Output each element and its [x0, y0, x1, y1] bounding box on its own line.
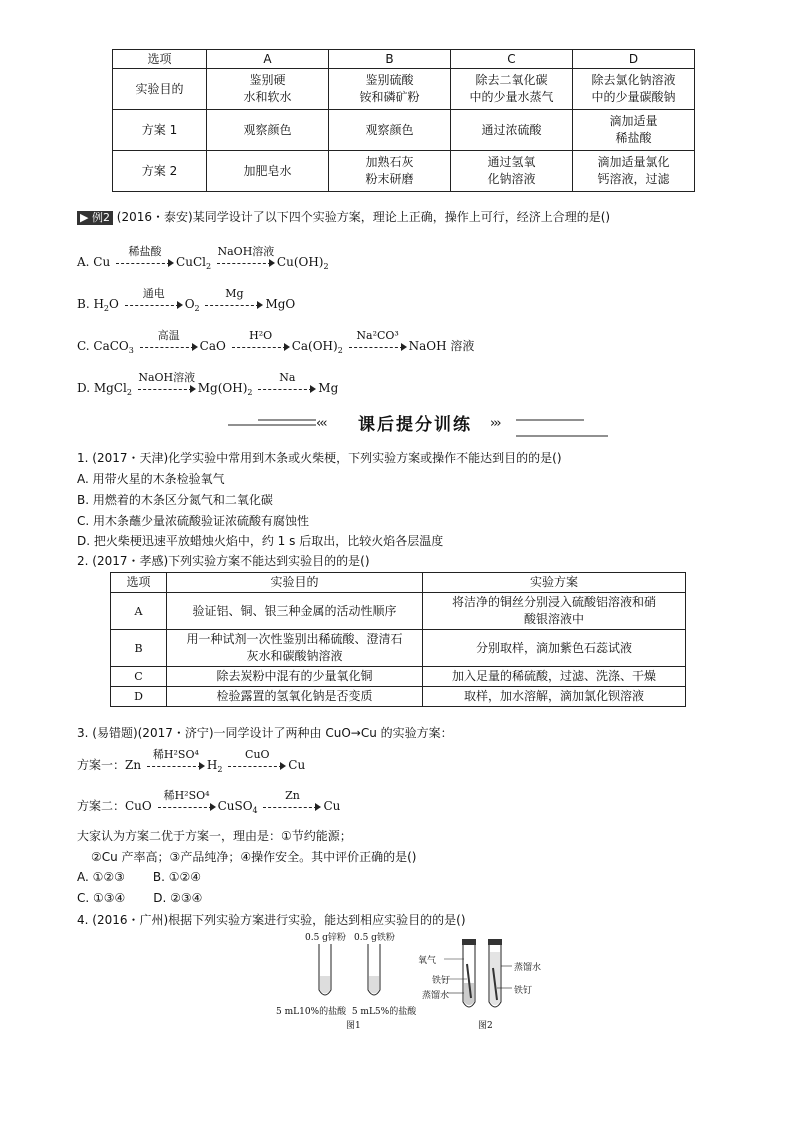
option-a: A. Cu 稀盐酸 CuCl$_2$ NaOH溶液 $Cu(OH)_2$: [77, 244, 329, 271]
table-cell: 除去氯化钠溶液 中的少量碳酸钠: [573, 69, 695, 110]
q3-reason: ②Cu 产率高；③产品纯净；④操作安全。其中评价正确的是(): [91, 850, 417, 864]
label-zinc: 0.5 g锌粉: [305, 933, 346, 943]
reaction-arrow: CuO: [226, 758, 288, 774]
banner-left-marks: ‹‹‹: [316, 416, 326, 431]
reaction-arrow: 通电: [123, 297, 185, 313]
example2-stem: ▶ 例2 (2016・泰安)某同学设计了以下四个实验方案，理论上正确，操作上可行，经济上合理的是(): [77, 209, 610, 225]
figure-caption: 图1: [346, 1021, 361, 1031]
q2-stem: 2. (2017・孝感)下列实验方案不能达到实验目的的是(): [77, 554, 370, 568]
reaction-arrow: 稀H²SO⁴: [156, 799, 218, 815]
q3-plan2: 方案二：CuO 稀H²SO⁴ CuSO$_4$ Zn Cu: [77, 788, 341, 815]
q4-stem: 4. (2016・广州)根据下列实验方案进行实验，能达到相应实验目的的是(): [77, 913, 466, 927]
table-cell: 除去二氧化碳 中的少量水蒸气: [451, 69, 573, 110]
table-cell: 鉴别硬 水和软水: [207, 69, 329, 110]
q3-stem: 3. (易错题)(2017・济宁)一同学设计了两种由 CuO→Cu 的实验方案：: [77, 726, 453, 740]
header-cell: 实验方案: [423, 573, 686, 593]
label-iron: 0.5 g铁粉: [354, 933, 395, 943]
reaction-arrow: NaOH溶液: [215, 255, 277, 271]
row-label: 方案 2: [113, 151, 207, 192]
table-cell: 滴加适量氯化 钙溶液，过滤: [573, 151, 695, 192]
table-cell: 滴加适量 稀盐酸: [573, 110, 695, 151]
reaction-arrow: 稀H²SO⁴: [145, 758, 207, 774]
section-title: 课后提分训练: [358, 415, 472, 435]
q3-option: C. ①③④ D. ②③④: [77, 891, 203, 905]
table-cell: 加肥皂水: [207, 151, 329, 192]
q3-option: A. ①②③ B. ①②④: [77, 870, 202, 884]
table-row: [111, 593, 686, 630]
reaction-arrow: Mg: [203, 297, 265, 313]
figure-caption: 图2: [478, 1021, 493, 1031]
q1-option: C. 用木条蘸少量浓硫酸验证浓硫酸有腐蚀性: [77, 514, 310, 528]
table-header-row: [111, 573, 686, 593]
table-row: [111, 687, 686, 707]
row-label: 实验目的: [113, 69, 207, 110]
table-cell: C: [111, 667, 167, 687]
table-row: [113, 69, 695, 110]
header-cell: C: [451, 50, 573, 69]
table-cell: A: [111, 593, 167, 630]
table-cell: 验证铝、铜、银三种金属的活动性顺序: [167, 593, 423, 630]
reaction-arrow: Na²CO³: [347, 339, 409, 355]
table-header-row: [113, 50, 695, 69]
option-d: D. MgCl$_2$ NaOH溶液 $Mg(OH)_2$ Na Mg: [77, 370, 339, 397]
table-cell: 检验露置的氢氧化钠是否变质: [167, 687, 423, 707]
row-label: 方案 1: [113, 110, 207, 151]
table-cell: 分别取样，滴加紫色石蕊试液: [423, 630, 686, 667]
table-cell: 取样，加水溶解，滴加氯化钡溶液: [423, 687, 686, 707]
table-row: [113, 151, 695, 192]
header-cell: B: [329, 50, 451, 69]
table-cell: 通过氢氧 化钠溶液: [451, 151, 573, 192]
option-b: B. $H_2O$ 通电 $O_2$ Mg MgO: [77, 286, 296, 313]
q1-stem: 1. (2017・天津)化学实验中常用到木条或火柴梗，下列实验方案或操作不能达到目的的是(): [77, 451, 562, 465]
label-water: 蒸馏水: [422, 991, 450, 1001]
table-cell: 观察颜色: [329, 110, 451, 151]
comparison-table: [112, 49, 695, 192]
table-cell: D: [111, 687, 167, 707]
label-nail: 铁钉: [432, 976, 451, 986]
option-c: C. CaCO$_3$ 高温 CaO H²O $Ca(OH)_2$ Na²CO³ NaOH 溶液: [77, 328, 475, 355]
table-cell: B: [111, 630, 167, 667]
header-cell: A: [207, 50, 329, 69]
table-cell: 将洁净的铜丝分别浸入硫酸铝溶液和硝 酸银溶液中: [423, 593, 686, 630]
table-row: [113, 110, 695, 151]
reaction-arrow: 高温: [138, 339, 200, 355]
table-row: [111, 630, 686, 667]
label-nail: 铁钉: [514, 986, 533, 996]
header-cell: 实验目的: [167, 573, 423, 593]
section-banner: [228, 412, 608, 442]
table-cell: 用一种试剂一次性鉴别出稀硫酸、澄清石 灰水和碳酸钠溶液: [167, 630, 423, 667]
q3-reason: 大家认为方案二优于方案一，理由是：①节约能源；: [77, 829, 352, 843]
reaction-arrow: 稀盐酸: [114, 255, 176, 271]
table-cell: 加入足量的稀硫酸，过滤、洗涤、干燥: [423, 667, 686, 687]
header-cell: 选项: [113, 50, 207, 69]
reaction-arrow: NaOH溶液: [136, 381, 198, 397]
reaction-arrow: Zn: [261, 799, 323, 815]
q1-option: A. 用带火星的木条检验氧气: [77, 472, 225, 486]
reaction-arrow: Na: [256, 381, 318, 397]
header-cell: D: [573, 50, 695, 69]
header-cell: 选项: [111, 573, 167, 593]
figure-2: [418, 938, 558, 1030]
table-cell: 鉴别硫酸 铵和磷矿粉: [329, 69, 451, 110]
table-cell: 除去炭粉中混有的少量氧化铜: [167, 667, 423, 687]
q2-table: [110, 572, 686, 707]
banner-right-marks: ›››: [490, 416, 500, 431]
q1-option: D. 把火柴梗迅速平放蜡烛火焰中，约 1 s 后取出，比较火焰各层温度: [77, 534, 444, 548]
q1-option: B. 用燃着的木条区分氮气和二氧化碳: [77, 493, 273, 507]
table-cell: 观察颜色: [207, 110, 329, 151]
example-tag: ▶ 例2: [77, 211, 113, 225]
q3-plan1: 方案一：Zn 稀H²SO⁴ $H_2$ CuO Cu: [77, 747, 306, 774]
table-cell: 通过浓硫酸: [451, 110, 573, 151]
label-acid: 5 mL10%的盐酸 5 mL5%的盐酸: [276, 1007, 417, 1017]
reaction-arrow: H²O: [230, 339, 292, 355]
table-cell: 加熟石灰 粉末研磨: [329, 151, 451, 192]
table-row: [111, 667, 686, 687]
label-oxygen: 氧气: [418, 956, 437, 966]
label-water: 蒸馏水: [514, 963, 542, 973]
